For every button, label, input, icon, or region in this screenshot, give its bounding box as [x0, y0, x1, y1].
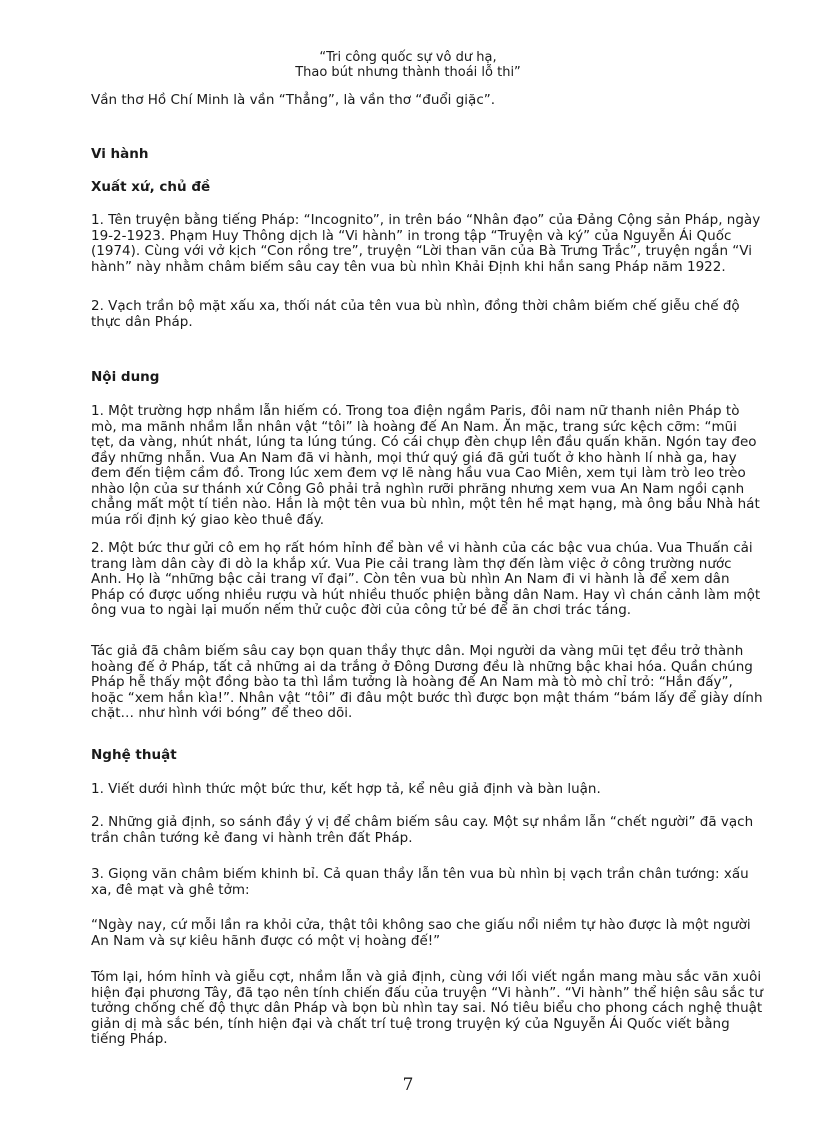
art-heading: Nghệ thuật	[91, 747, 177, 763]
art-quote: “Ngày nay, cứ mỗi lần ra khỏi cửa, thật tôi không sao che giấu nổi niềm tự hào được là một người An Nam và sự kiêu hãnh được có một vị hoàng đế!”	[91, 917, 751, 949]
art-paragraph-2: 2. Những giả định, so sánh đầy ý vị để châm biếm sâu cay. Một sự nhầm lẫn “chết người” đã vạch trần chân tướng kẻ đang vi hành trên đất Pháp.	[91, 814, 754, 846]
origin-heading: Xuất xứ, chủ đề	[91, 179, 211, 195]
origin-paragraph-1: 1. Tên truyện bằng tiếng Pháp: “Incognito”, in trên báo “Nhân đạo” của Đảng Cộng sản Pháp, ngày 19-2-1923. Phạm Huy Thông dịch là “Vi hành” in trong tập “Truyện và ký” của Nguyễn Ái Quốc (1974). Cùng với vở kịch “Con rồng tre”, truyện “Lời than vãn của Bà Trưng Trắc”, truyện ngắn “Vi hành” này nhằm châm biếm sâu cay tên vua bù nhìn Khải Định khi hắn sang Pháp năm 1922.	[91, 212, 761, 275]
content-paragraph-1: 1. Một trường hợp nhầm lẫn hiếm có. Trong toa điện ngầm Paris, đôi nam nữ thanh niên Pháp tò mò, ma mãnh nhầm lẫn nhân vật “tôi” là hoàng đế An Nam. Ăn mặc, trang sức kệch cỡm: “mũi tẹt, da vàng, nhút nhát, lúng ta lúng túng. Có cái chụp đèn chụp lên đầu quấn khăn. Ngón tay đeo đầy những nhẫn. Vua An Nam đã vi hành, mọi thứ quý giá đã gửi tuốt ở kho hành lí nhà ga, hay đem đến tiệm cầm đồ. Trong lúc xem đem vợ lẽ nàng hầu vua Cao Miên, xem tụi làm trò leo trèo nhào lộn của sư thánh xứ Công Gô phải trả nghìn rưỡi phrăng nhưng xem vua An Nam ngồi cạnh chẳng mất một tí tiền nào. Hắn là một tên vua bù nhìn, một tên hề mạt hạng, mà ông bầu Nhà hát múa rối định ký giao kèo thuê đấy.	[91, 403, 760, 528]
verse-line-2: Thao bút nhưng thành thoái lỗ thi”	[295, 65, 521, 80]
verse-quote	[0, 50, 816, 80]
origin-paragraph-2: 2. Vạch trần bộ mặt xấu xa, thối nát của tên vua bù nhìn, đồng thời châm biếm chế giễu chế độ thực dân Pháp.	[91, 298, 740, 330]
section-title: Vi hành	[91, 146, 149, 162]
content-heading: Nội dung	[91, 369, 160, 385]
page-number: 7	[402, 1075, 414, 1095]
content-paragraph-3: Tác giả đã châm biếm sâu cay bọn quan thầy thực dân. Mọi người da vàng mũi tẹt đều trở thành hoàng đế ở Pháp, tất cả những ai da trắng ở Đông Dương đều là những bậc khai hóa. Quần chúng Pháp hễ thấy một đồng bào ta thì lầm tưởng là hoàng đế An Nam mà tò mò chỉ trỏ: “Hắn đấy”, hoặc “xem hắn kìa!”. Nhân vật “tôi” đi đâu một bước thì được bọn mật thám “bám lấy để giày dính chặt… như hình với bóng” để theo dõi.	[91, 643, 763, 721]
intro-sentence: Vần thơ Hồ Chí Minh là vần “Thẳng”, là vần thơ “đuổi giặc”.	[91, 92, 496, 108]
art-paragraph-3: 3. Giọng văn châm biếm khinh bỉ. Cả quan thầy lẫn tên vua bù nhìn bị vạch trần chân tướng: xấu xa, đê mạt và ghê tởm:	[91, 866, 749, 898]
art-conclusion: Tóm lại, hóm hỉnh và giễu cợt, nhầm lẫn và giả định, cùng với lối viết ngắn mang màu sắc văn xuôi hiện đại phương Tây, đã tạo nên tính chiến đấu của truyện “Vi hành”. “Vi hành” thể hiện sâu sắc tư tưởng chống chế độ thực dân Pháp và bọn bù nhìn tay sai. Nó tiêu biểu cho phong cách nghệ thuật giản dị mà sắc bén, tính hiện đại và chất trí tuệ trong truyện ký của Nguyễn Ái Quốc viết bằng tiếng Pháp.	[91, 969, 763, 1047]
art-paragraph-1: 1. Viết dưới hình thức một bức thư, kết hợp tả, kể nêu giả định và bàn luận.	[91, 781, 601, 797]
content-paragraph-2: 2. Một bức thư gửi cô em họ rất hóm hỉnh để bàn về vi hành của các bậc vua chúa. Vua Thuấn cải trang làm dân cày đi dò la khắp xứ. Vua Pie cải trang làm thợ đến làm việc ở công trường nước Anh. Họ là “những bậc cải trang vĩ đại”. Còn tên vua bù nhìn An Nam đi vi hành là để xem dân Pháp có được uống nhiều rượu và hút nhiều thuốc phiện bằng dân Nam. Hay vì chán cảnh làm một ông vua to ngài lại muốn nếm thử cuộc đời của công tử bé để ăn chơi trác táng.	[91, 540, 761, 618]
verse-line-1: “Tri công quốc sự vô dư hạ,	[319, 50, 497, 65]
